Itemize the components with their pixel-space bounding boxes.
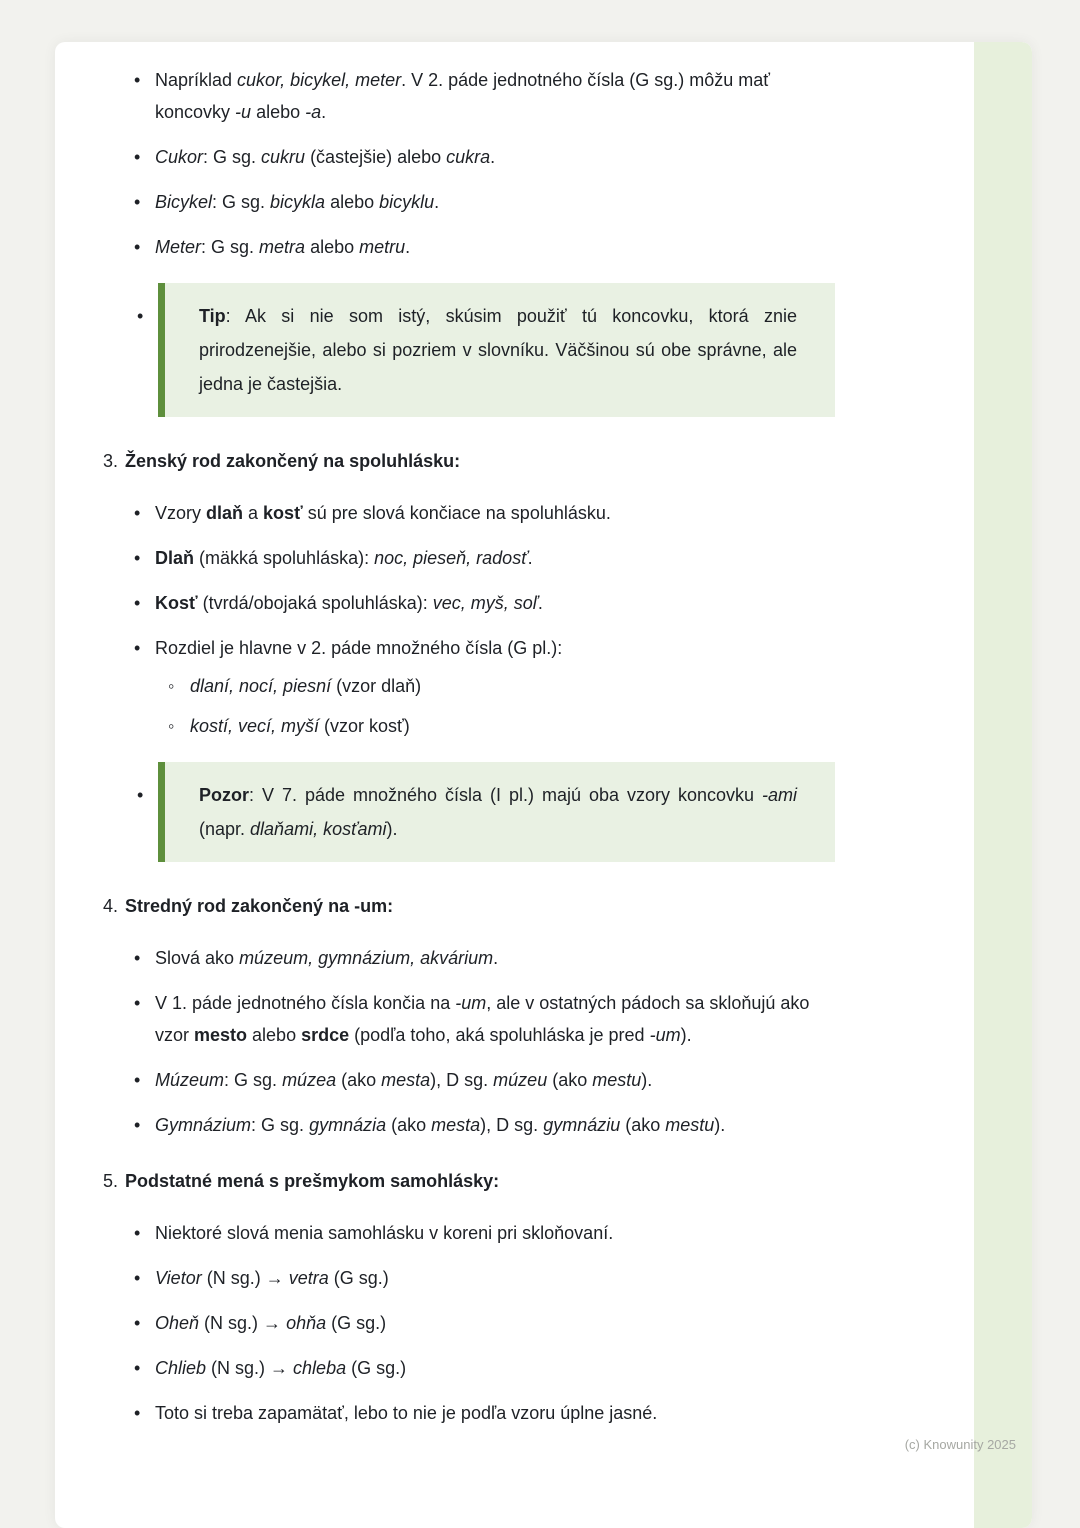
list-item — [155, 587, 835, 619]
list-item — [155, 1307, 835, 1339]
list-item — [155, 942, 835, 974]
list-item-text: Bicykel: G sg. bicykla alebo bicyklu. — [155, 192, 440, 212]
list-item — [155, 1217, 835, 1249]
sub-list-item-text: kostí, vecí, myší (vzor kosť) — [190, 716, 410, 736]
section-heading-4 — [103, 890, 835, 922]
bullet-list — [103, 64, 835, 263]
list-item — [155, 1109, 835, 1141]
sub-list-item-text: dlaní, nocí, piesní (vzor dlaň) — [190, 676, 422, 696]
section-title: Ženský rod zakončený na spoluhlásku: — [125, 451, 461, 471]
list-item — [155, 632, 835, 742]
section-title: Podstatné mená s prešmykom samohlásky: — [125, 1171, 500, 1191]
list-item — [155, 186, 835, 218]
list-item-text: Vietor (N sg.) → vetra (G sg.) — [155, 1268, 389, 1288]
warning-box-text: Pozor: V 7. páde množného čísla (I pl.) majú oba vzory koncovku -ami (napr. dlaňami, kosťami). — [199, 785, 797, 839]
list-item-text: Meter: G sg. metra alebo metru. — [155, 237, 411, 257]
section-number: 4. — [103, 896, 119, 916]
section-heading-5 — [103, 1165, 835, 1197]
sub-list-item — [190, 710, 835, 742]
list-item — [155, 231, 835, 263]
list-item — [155, 1064, 835, 1096]
list-item — [155, 64, 835, 128]
bullet-icon: • — [137, 785, 144, 805]
tip-box-text: Tip: Ak si nie som istý, skúsim použiť tú koncovku, ktorá znie prirodzenejšie, alebo si pozriem v slovníku. Väčšinou sú obe správne, ale jedna je častejšia. — [199, 306, 797, 394]
warning-callout-row — [103, 762, 835, 862]
bullet-icon: • — [137, 306, 144, 326]
list-item-text: Niektoré slová menia samohlásku v koreni pri skloňovaní. — [155, 1223, 614, 1243]
list-item — [155, 1352, 835, 1384]
list-item — [155, 141, 835, 173]
list-item-text: Dlaň (mäkká spoluhláska): noc, pieseň, radosť. — [155, 548, 533, 568]
list-item-text: Kosť (tvrdá/obojaká spoluhláska): vec, myš, soľ. — [155, 593, 543, 613]
page-margin-stripe — [974, 42, 1032, 1528]
list-item — [155, 542, 835, 574]
list-item-text: Múzeum: G sg. múzea (ako mesta), D sg. múzeu (ako mestu). — [155, 1070, 653, 1090]
bullet-list — [103, 1217, 835, 1429]
section-title: Stredný rod zakončený na -um: — [125, 896, 394, 916]
list-item — [155, 987, 835, 1051]
list-item-text: Rozdiel je hlavne v 2. páde množného čísla (G pl.): — [155, 638, 563, 658]
warning-box — [158, 762, 835, 862]
list-item-text: Oheň (N sg.) → ohňa (G sg.) — [155, 1313, 387, 1333]
tip-box — [158, 283, 835, 417]
tip-callout-row — [103, 283, 835, 417]
section-heading-3 — [103, 445, 835, 477]
list-item-text: Slová ako múzeum, gymnázium, akvárium. — [155, 948, 499, 968]
sub-list-item — [190, 670, 835, 702]
list-item-text: Napríklad cukor, bicykel, meter. V 2. páde jednotného čísla (G sg.) môžu mať koncovky -u alebo -a. — [155, 70, 771, 122]
sub-bullet-list — [155, 670, 835, 742]
list-item-text: Toto si treba zapamätať, lebo to nie je podľa vzoru úplne jasné. — [155, 1403, 658, 1423]
copyright-watermark: (c) Knowunity 2025 — [904, 1437, 1016, 1452]
list-item — [155, 1397, 835, 1429]
document-content — [103, 52, 835, 1442]
list-item-text: Vzory dlaň a kosť sú pre slová končiace na spoluhlásku. — [155, 503, 611, 523]
bullet-list — [103, 497, 835, 742]
list-item — [155, 1262, 835, 1294]
list-item — [155, 497, 835, 529]
section-number: 3. — [103, 451, 119, 471]
section-number: 5. — [103, 1171, 119, 1191]
list-item-text: Cukor: G sg. cukru (častejšie) alebo cukra. — [155, 147, 496, 167]
list-item-text: Chlieb (N sg.) → chleba (G sg.) — [155, 1358, 407, 1378]
bullet-list — [103, 942, 835, 1141]
list-item-text: V 1. páde jednotného čísla končia na -um, ale v ostatných pádoch sa skloňujú ako vzor mesto alebo srdce (podľa toho, aká spoluhláska je pred -um). — [155, 993, 810, 1045]
list-item-text: Gymnázium: G sg. gymnázia (ako mesta), D sg. gymnáziu (ako mestu). — [155, 1115, 726, 1135]
document-page — [55, 42, 1032, 1528]
